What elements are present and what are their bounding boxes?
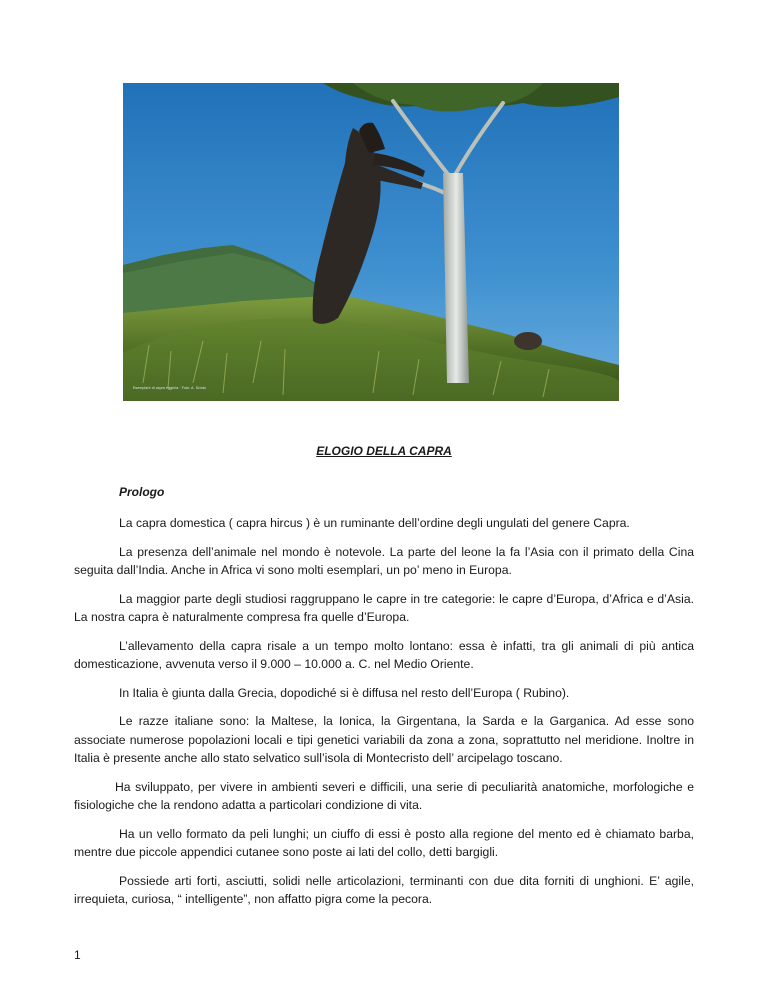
paragraph: L’allevamento della capra risale a un tempo molto lontano: essa è infatti, tra gli animali di più antica domesticazione, avvenuta verso il 9.000 – 10.000 a. C. nel Medio Oriente. <box>74 638 694 671</box>
paragraph: In Italia è giunta dalla Grecia, dopodiché si è diffusa nel resto dell’Europa ( Rubino). <box>119 685 570 700</box>
paragraph: Ha un vello formato da peli lunghi; un ciuffo di essi è posto alla regione del mento ed è chiamato barba, mentre due piccole appendici cutanee sono poste ai lati del collo, detti bargigli. <box>74 826 694 859</box>
photo-caption: Esemplare di capra eggeria · Foto: A. Scintu <box>133 386 207 390</box>
paragraph: La maggior parte degli studiosi raggruppano le capre in tre categorie: le capre d’Europa, d’Africa e d’Asia. La nostra capra è naturalmente compresa fra quelle d’Europa. <box>74 591 694 624</box>
paragraph: Possiede arti forti, asciutti, solidi nelle articolazioni, terminanti con due dita forniti di unghioni. E’ agile, irrequieta, curiosa, “ intelligente”, non affatto pigra come la pecora. <box>74 873 694 906</box>
document-title: ELOGIO DELLA CAPRA <box>316 444 452 458</box>
paragraph: Ha sviluppato, per vivere in ambienti severi e difficili, una serie di peculiarità anatomiche, morfologiche e fisiologiche che la rendono adatta a particolari condizione di vita. <box>74 779 694 812</box>
page-number: 1 <box>74 948 81 962</box>
paragraph: Le razze italiane sono: la Maltese, la Ionica, la Girgentana, la Sarda e la Garganica. Ad esse sono associate numerose popolazioni locali e tipi genetici variabili da zona a zona, soprattutto nel meridione. Inoltre in Italia è presente anche allo stato selvatico sull’isola di Montecristo dell’ arcipelago toscano. <box>74 714 694 765</box>
paragraph: La presenza dell’animale nel mondo è notevole. La parte del leone la fa l’Asia con il primato della Cina seguita dall’India. Anche in Africa vi sono molti esemplari, un po’ meno in Europa. <box>74 544 694 577</box>
paragraph: La capra domestica ( capra hircus ) è un ruminante dell’ordine degli ungulati del genere Capra. <box>119 516 630 530</box>
section-heading: Prologo <box>119 485 165 499</box>
body-text <box>74 514 694 919</box>
goat-photo <box>123 83 619 401</box>
